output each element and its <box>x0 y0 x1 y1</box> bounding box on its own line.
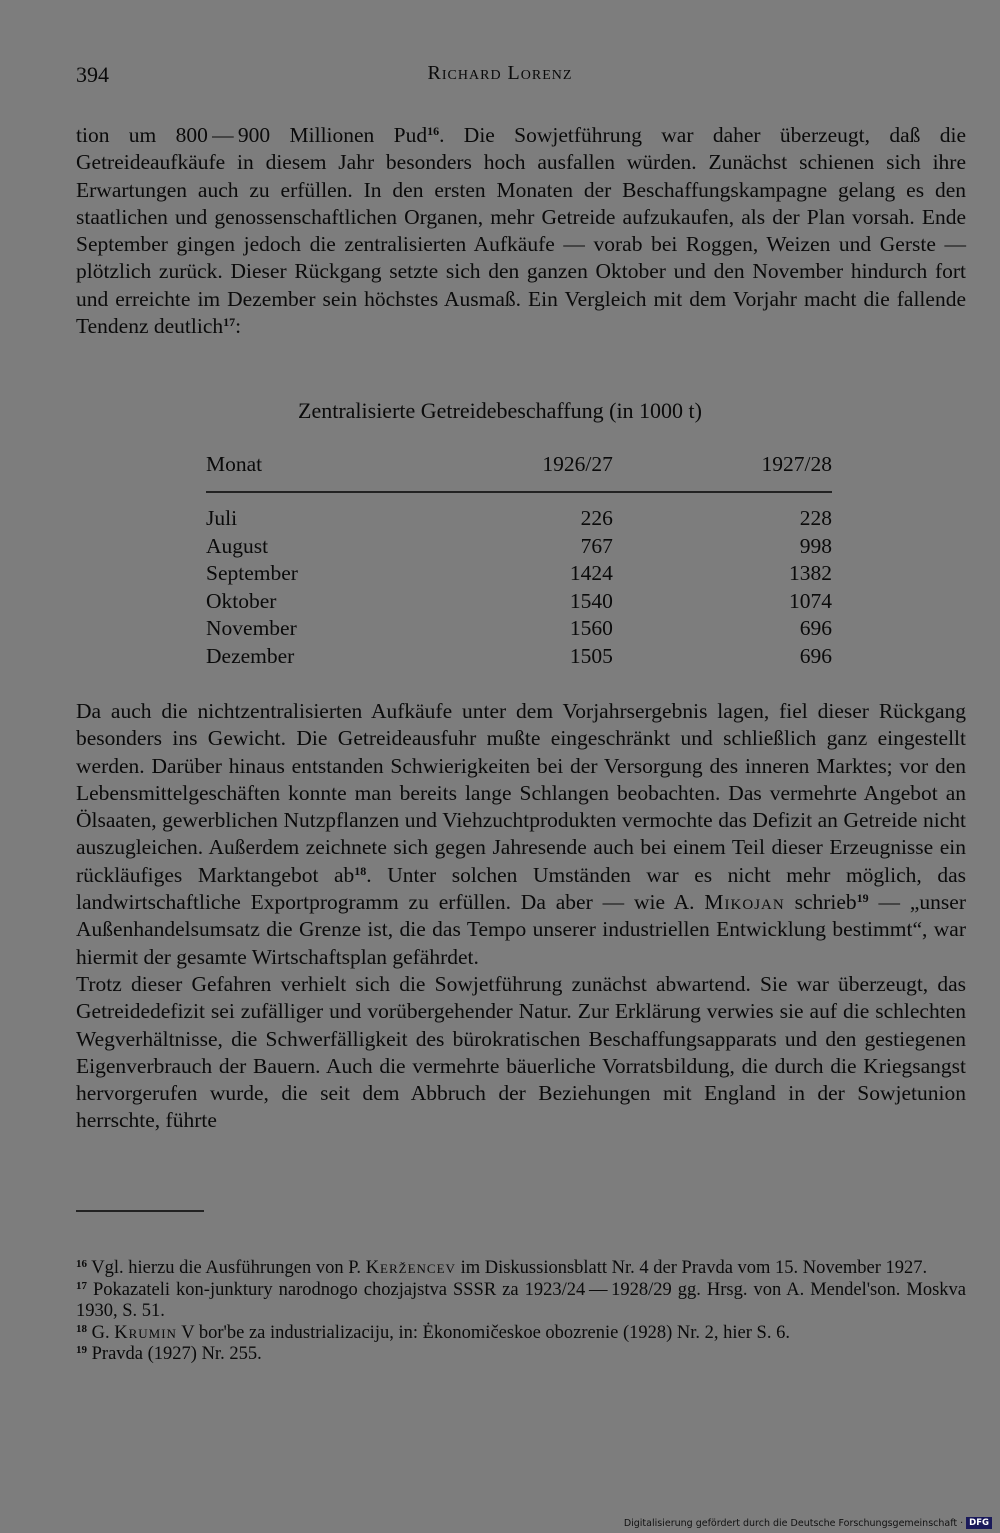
digitization-credit <box>624 1517 992 1529</box>
table-row <box>206 615 832 643</box>
page-number: 394 <box>76 62 109 87</box>
author-name-mikojan: Mikojan <box>704 890 785 915</box>
value-1927-28: 696 <box>799 643 832 668</box>
paragraph-2-3 <box>76 698 966 1135</box>
value-1926-27: 1540 <box>569 588 613 613</box>
value-1927-28: 696 <box>799 616 832 640</box>
column-header-monat: Monat <box>206 452 494 492</box>
footnote-17: $^{17}$ Pokazateli kon-junktury narodnogo chozjajstva SSSR za 1923/24 — 1928/29 gg. Hrsg. von A. Mendel'son. Moskva 1930, S. 51. <box>76 1279 966 1321</box>
value-1926-27: 1505 <box>569 643 613 668</box>
value-1926-27: 767 <box>580 533 613 558</box>
footnotes <box>76 1258 966 1366</box>
value-1927-28: 1382 <box>789 561 832 585</box>
value-1926-27: 1424 <box>569 561 613 585</box>
paragraph-1 <box>76 122 966 340</box>
value-1927-28: 228 <box>799 506 832 530</box>
grain-procurement-table <box>206 452 832 670</box>
value-1926-27: 1560 <box>569 616 613 640</box>
table-title: Zentralisierte Getreidebeschaffung (in 1000 t) <box>298 398 702 423</box>
month-cell: Dezember <box>206 643 295 668</box>
month-cell: Oktober <box>206 588 277 613</box>
value-1927-28: 998 <box>799 533 832 558</box>
column-header-1926-27: 1926/27 <box>494 452 613 492</box>
footnote-18: $^{18}$ G. Krumin V bor'be za industrializaciju, in: Ėkonomičeskoe obozrenie (1928) Nr. 2, hier S. 6. <box>76 1322 790 1343</box>
footnote-ref-18[interactable]: 18 <box>354 863 367 878</box>
running-head: Richard Lorenz <box>427 62 573 84</box>
footnote-divider <box>76 1210 204 1212</box>
table-row <box>206 588 832 616</box>
table-header-row <box>206 452 832 492</box>
credit-text: Digitalisierung gefördert durch die Deutsche Forschungsgemeinschaft · <box>623 1517 964 1529</box>
column-header-1927-28: 1927/28 <box>613 452 832 492</box>
table-row <box>206 560 832 588</box>
paragraph-2-text: Da auch die nichtzentralisierten Aufkäufe unter dem Vorjahrsergebnis lagen, fiel dieser Rückgang besonders ins Gewicht. Die Getreideausfuhr mußte eingeschränkt und schließlich ganz eingestellt werden. Darüber hinaus entstanden Schwierigkeiten bei der Versorgung des inneren Marktes; vor den Lebensmittelgeschäften konnte man bereits lange Schlangen beobachten. Das vermehrte Angebot an Ölsaaten, gewerblichen Nutzpflanzen und Viehzuchtprodukten vermochte das Defizit an Getreide nicht auszugleichen. Außerdem zeichnete sich gegen Jahresende auch bei einem Teil dieser Erzeugnisse ein rückläufiges Marktangebot $ab^{18}$. Unter solchen Umständen war es nicht mehr möglich, das landwirtschaftliche Exportprogramm zu erfüllen. Da aber — wie A. Mikojan schrieb$^{19}$ — „unser Außenhandelsumsatz die Grenze ist, die das Tempo unserer industriellen Entwicklung bestimmt“, war hiermit der gesamte Wirtschaftsplan gefährdet. <box>76 699 967 969</box>
footnote-19: $^{19}$ Pravda (1927) Nr. 255. <box>76 1344 262 1364</box>
footnote-ref-17[interactable]: 17 <box>223 315 236 330</box>
table-row <box>206 533 832 561</box>
footnote-ref-16[interactable]: 16 <box>427 124 440 138</box>
paragraph-3-text: Trotz dieser Gefahren verhielt sich die Sowjetführung zunächst abwartend. Sie war überzeugt, das Getreidedefizit sei zufälliger und vorübergehender Natur. Zur Erklärung verwies sie auf die schlechten Wegverhältnisse, die Schwerfälligkeit des bürokratischen Beschaffungsapparats und den gestiegenen Eigenverbrauch der Bauern. Auch die vermehrte bäuerliche Vorratsbildung, die durch die Kriegsangst hervorgerufen wurde, die seit dem Abbruch der Beziehungen mit England in der Sowjetunion herrschte, führte <box>76 971 966 1133</box>
month-cell: November <box>206 616 297 640</box>
value-1927-28: 1074 <box>789 588 832 613</box>
table-row <box>206 492 832 533</box>
month-cell: September <box>206 561 298 585</box>
paragraph-1-text: tion um 800 — 900 Millionen Pud$^{16}$. Die Sowjetführung war daher überzeugt, daß die Getreideaufkäufe in diesem Jahr besonders hoch ausfallen würden. Zunächst schienen sich ihre Erwartungen auch zu erfüllen. In den ersten Monaten der Beschaffungskampagne gelang es den staatlichen und genossenschaftlichen Organen, mehr Getreide aufzukaufen, als der Plan vorsah. Ende September gingen jedoch die zentralisierten Aufkäufe — vorab bei Roggen, Weizen und Gerste — plötzlich zurück. Dieser Rückgang setzte sich den ganzen Oktober und den November hindurch fort und erreichte im Dezember sein höchstes Ausmaß. Ein Vergleich mit dem Vorjahr macht die fallende Tendenz deutlich$^{17}$: <box>76 123 966 339</box>
footnote-16: $^{16}$ Vgl. hierzu die Ausführungen von P. Keržencev im Diskussionsblatt Nr. 4 der Pravda vom 15. November 1927. <box>76 1258 928 1278</box>
dfg-logo-icon: DFG <box>966 1517 992 1529</box>
value-1926-27: 226 <box>580 506 613 530</box>
month-cell: Juli <box>206 506 238 530</box>
footnote-ref-19[interactable]: 19 <box>856 891 869 906</box>
month-cell: August <box>206 533 269 558</box>
table-row <box>206 643 832 671</box>
